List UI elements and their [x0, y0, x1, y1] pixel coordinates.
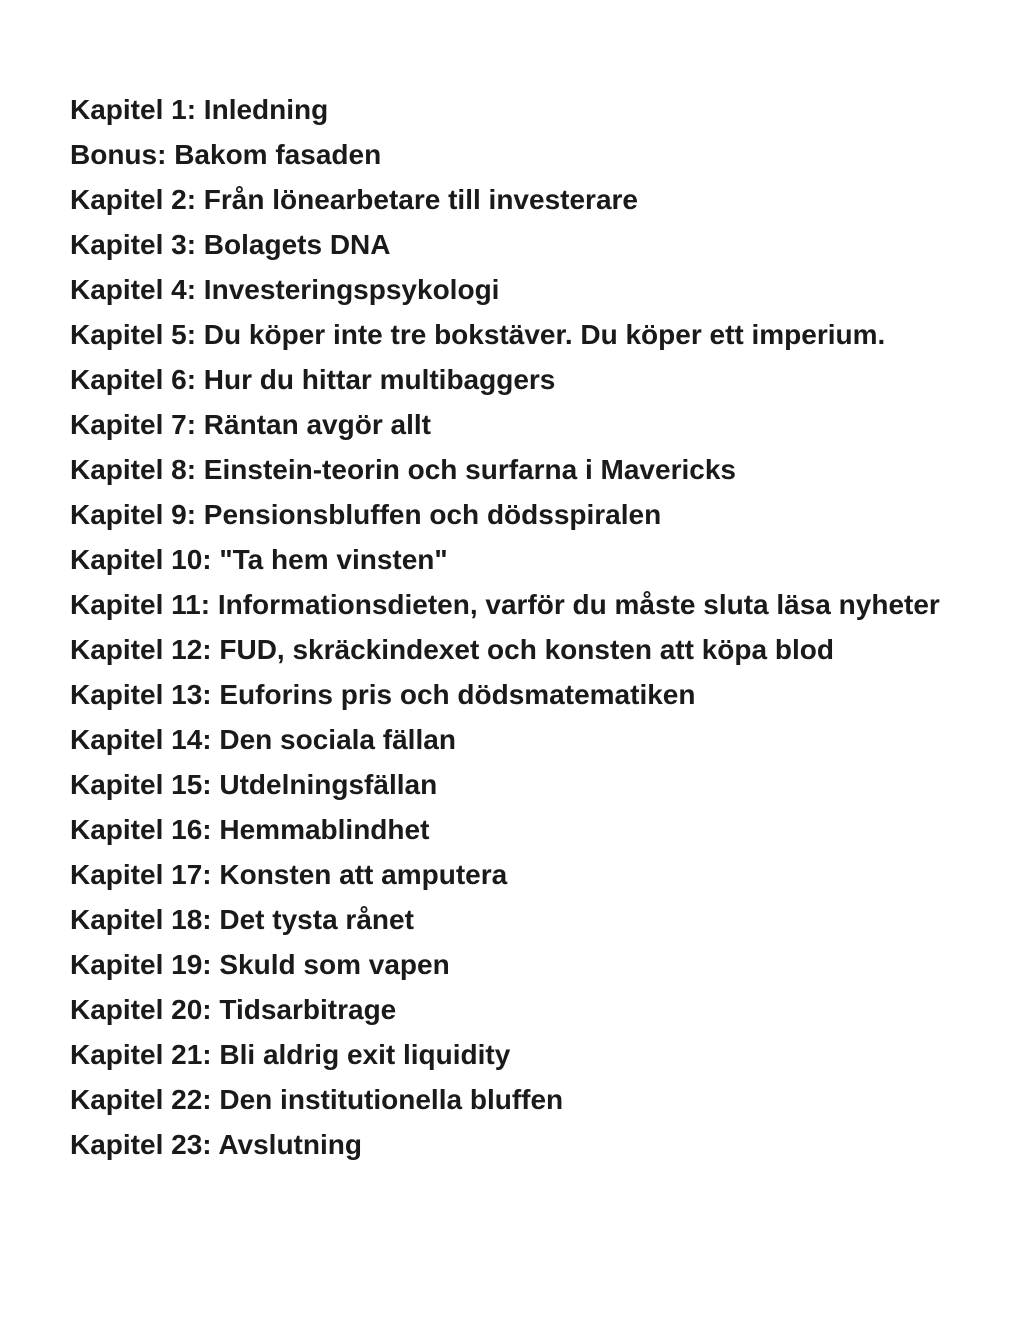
toc-entry-chapter-22: Kapitel 22: Den institutionella bluffen [70, 1084, 564, 1115]
toc-entry-chapter-5: Kapitel 5: Du köper inte tre bokstäver. Du köper ett imperium. [70, 319, 886, 350]
toc-entry-chapter-1: Kapitel 1: Inledning [70, 94, 329, 125]
toc-entry-chapter-18: Kapitel 18: Det tysta rånet [70, 904, 414, 935]
toc-entry-chapter-3: Kapitel 3: Bolagets DNA [70, 229, 391, 260]
toc-entry-chapter-14: Kapitel 14: Den sociala fällan [70, 724, 456, 755]
toc-entry-chapter-13: Kapitel 13: Euforins pris och dödsmatematiken [70, 679, 696, 710]
toc-entry-chapter-10: Kapitel 10: "Ta hem vinsten" [70, 544, 448, 575]
toc-entry-chapter-4: Kapitel 4: Investeringspsykologi [70, 274, 500, 305]
toc-entry-chapter-6: Kapitel 6: Hur du hittar multibaggers [70, 364, 556, 395]
toc-entry-chapter-7: Kapitel 7: Räntan avgör allt [70, 409, 431, 440]
toc-entry-chapter-12: Kapitel 12: FUD, skräckindexet och konsten att köpa blod [70, 634, 834, 665]
toc-entry-bonus: Bonus: Bakom fasaden [70, 139, 382, 170]
toc-entry-chapter-17: Kapitel 17: Konsten att amputera [70, 859, 508, 890]
table-of-contents [70, 87, 1024, 1167]
toc-entry-chapter-23: Kapitel 23: Avslutning [70, 1129, 362, 1160]
toc-entry-chapter-8: Kapitel 8: Einstein-teorin och surfarna i Mavericks [70, 454, 736, 485]
toc-entry-chapter-9: Kapitel 9: Pensionsbluffen och dödsspiralen [70, 499, 662, 530]
toc-entry-chapter-20: Kapitel 20: Tidsarbitrage [70, 994, 397, 1025]
toc-entry-chapter-11: Kapitel 11: Informationsdieten, varför du måste sluta läsa nyheter [70, 589, 940, 620]
toc-entry-chapter-19: Kapitel 19: Skuld som vapen [70, 949, 450, 980]
toc-entry-chapter-16: Kapitel 16: Hemmablindhet [70, 814, 430, 845]
toc-entry-chapter-15: Kapitel 15: Utdelningsfällan [70, 769, 438, 800]
toc-entry-chapter-2: Kapitel 2: Från lönearbetare till investerare [70, 184, 638, 215]
toc-entry-chapter-21: Kapitel 21: Bli aldrig exit liquidity [70, 1039, 511, 1070]
